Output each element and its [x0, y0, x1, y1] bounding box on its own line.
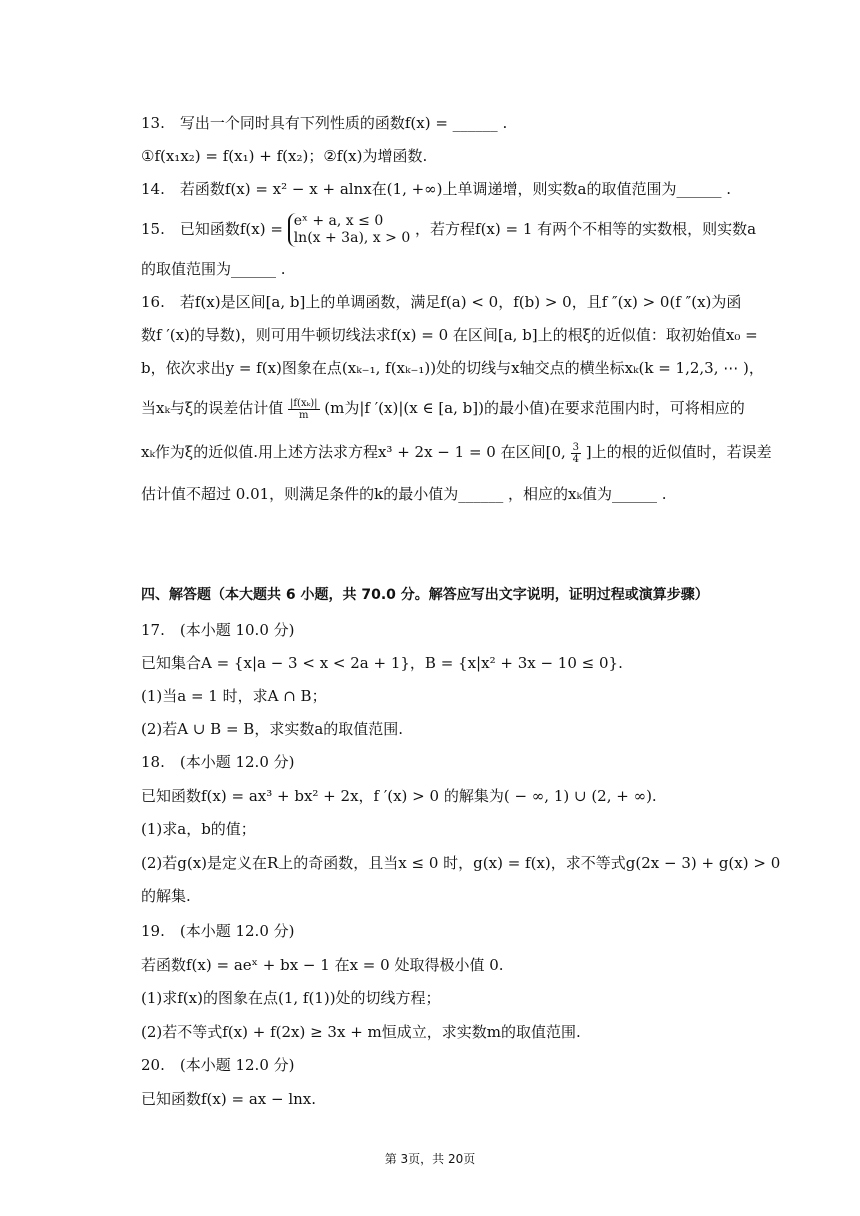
piecewise-case-2: ln(x + 3a), x > 0 [293, 230, 411, 246]
question-15-continued: 的取值范围为______ . [141, 260, 286, 278]
question-18-part-1: (1)求a，b的值； [141, 820, 256, 838]
question-19-header: 19. (本小题 12.0 分) [141, 922, 295, 940]
question-16-line-4-tail: (m为|f ′(x)|(x ∈ [a, b])的最小值)在要求范围内时，可将相应的 [324, 399, 745, 417]
question-18-part-2: (2)若g(x)是定义在R上的奇函数，且当x ≤ 0 时，g(x) = f(x)，求不等式g(2x − 3) + g(x) > 0 [141, 854, 781, 872]
question-14: 14. 若函数f(x) = x² − x + alnx在(1, +∞)上单调递增，则实数a的取值范围为______ . [141, 180, 732, 198]
question-13: 13. 写出一个同时具有下列性质的函数f(x) = ______ . [141, 114, 508, 132]
fraction-denominator: m [299, 409, 309, 421]
fraction-numerator: 3 [572, 441, 579, 453]
question-16-line-5-lead: xₖ作为ξ的近似值.用上述方法求方程x³ + 2x − 1 = 0 在区间[0, [141, 443, 566, 461]
fraction-numerator: |f(xₖ)| [289, 397, 318, 409]
question-16-line-1: 16. 若f(x)是区间[a, b]上的单调函数，满足f(a) < 0，f(b) > 0，且f ″(x) > 0(f ″(x)为函 [141, 293, 742, 311]
question-17-header: 17. (本小题 10.0 分) [141, 621, 295, 639]
question-15-tail: ，若方程f(x) = 1 有两个不相等的实数根，则实数a [415, 220, 757, 238]
question-19-part-2: (2)若不等式f(x) + f(2x) ≥ 3x + m恒成立，求实数m的取值范围. [141, 1023, 581, 1041]
question-15-lead: 15. 已知函数f(x) = [141, 220, 283, 238]
piecewise-function [288, 213, 411, 247]
question-18-part-2-continued: 的解集. [141, 887, 191, 905]
question-15 [141, 212, 756, 246]
question-17-statement: 已知集合A = {x|a − 3 < x < 2a + 1}，B = {x|x² + 3x − 10 ≤ 0}. [141, 654, 623, 672]
question-16-line-4 [141, 393, 745, 423]
interval-fraction [571, 442, 581, 465]
question-16-line-4-lead: 当xₖ与ξ的误差估计值 [141, 399, 284, 417]
question-20-header: 20. (本小题 12.0 分) [141, 1056, 295, 1074]
question-16-line-3: b，依次求出y = f(x)图象在点(xₖ₋₁, f(xₖ₋₁))处的切线与x轴交点的横坐标xₖ(k = 1,2,3, ⋯ )， [141, 359, 764, 377]
section-heading: 四、解答题（本大题共 6 小题，共 70.0 分。解答应写出文字说明，证明过程或演算步骤） [141, 587, 709, 603]
question-16-line-6: 估计值不超过 0.01，则满足条件的k的最小值为______ ，相应的xₖ值为______ . [141, 485, 667, 503]
question-18-statement: 已知函数f(x) = ax³ + bx² + 2x，f ′(x) > 0 的解集为( − ∞, 1) ∪ (2, + ∞). [141, 787, 657, 805]
question-18-header: 18. (本小题 12.0 分) [141, 753, 295, 771]
question-19-part-1: (1)求f(x)的图象在点(1, f(1))处的切线方程； [141, 989, 441, 1007]
fraction-denominator: 4 [572, 453, 579, 465]
piecewise-case-1: eˣ + a, x ≤ 0 [293, 213, 384, 229]
question-16-line-2: 数f ′(x)的导数)，则可用牛顿切线法求f(x) = 0 在区间[a, b]上的根ξ的近似值：取初始值x₀ = [141, 326, 758, 344]
question-13-properties: ①f(x₁x₂) = f(x₁) + f(x₂)；②f(x)为增函数. [141, 147, 428, 165]
question-16-line-5-tail: ]上的根的近似值时，若误差 [585, 443, 772, 461]
error-estimate-fraction [288, 398, 320, 421]
question-19-statement: 若函数f(x) = aeˣ + bx − 1 在x = 0 处取得极小值 0. [141, 956, 504, 974]
question-17-part-1: (1)当a = 1 时，求A ∩ B； [141, 687, 327, 705]
question-16-line-5 [141, 437, 772, 467]
page-footer: 第 3页，共 20页 [384, 1152, 476, 1166]
question-17-part-2: (2)若A ∪ B = B，求实数a的取值范围. [141, 720, 404, 738]
question-20-statement: 已知函数f(x) = ax − lnx. [141, 1090, 317, 1108]
